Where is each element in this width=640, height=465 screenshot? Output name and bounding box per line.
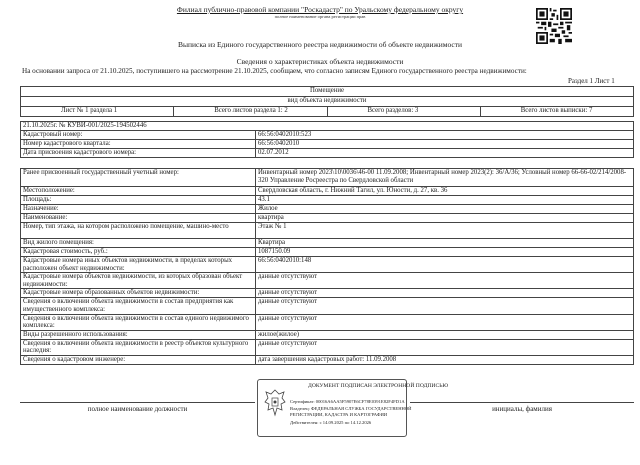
- table-row: [21, 214, 634, 223]
- row-label: Сведения о включении объекта недвижимости в реестр объектов культурного наследия:: [21, 339, 256, 355]
- row-label: Площадь:: [21, 196, 256, 205]
- row-label: Кадастровые номера образованных объектов недвижимости:: [21, 289, 256, 298]
- characteristics-table: [20, 168, 634, 365]
- table-row: [21, 330, 634, 339]
- row-label: Кадастровый номер:: [21, 131, 256, 140]
- table-row: [21, 223, 634, 239]
- table-row: [21, 131, 634, 140]
- cadastral-quarter-number: 66:56:0402010: [256, 140, 634, 149]
- row-label: Виды разрешенного использования:: [21, 330, 256, 339]
- table-row: [21, 205, 634, 214]
- row-value: Инвентарный номер 2023\10\0036\46-00 11.09.2008; Инвентарный номер 2023(2): 36/А/36; Условный номер 66-66-02/214/2008-320 Управление Росреестра по Свердловской области: [256, 169, 634, 187]
- row-label: Номер, тип этажа, на котором расположено помещение, машино-место: [21, 223, 256, 239]
- row-label: Сведения о включении объекта недвижимости в состав единого недвижимого комплекса:: [21, 314, 256, 330]
- table-row: [21, 169, 634, 187]
- table-row: [21, 289, 634, 298]
- electronic-signature-stamp: [257, 379, 449, 437]
- table-row: [21, 257, 634, 273]
- sheets-in-section: Всего листов раздела 1: 2: [174, 107, 327, 117]
- stamp-owner: Владелец: ФЕДЕРАЛЬНАЯ СЛУЖБА ГОСУДАРСТВЕННОЙ: [290, 406, 412, 411]
- row-value: данные отсутствуют: [256, 339, 634, 355]
- row-label: Кадастровые номера иных объектов недвижимости, в пределах которых расположен объект недвижимости:: [21, 257, 256, 273]
- table-row: [21, 239, 634, 248]
- name-caption: инициалы, фамилия: [492, 405, 552, 413]
- position-caption: полное наименование должности: [87, 405, 188, 413]
- table-row: [21, 314, 634, 330]
- row-value: Свердловская область, г. Нижний Тагил, ул. Юности, д. 27, кв. 36: [256, 187, 634, 196]
- row-value: Жилое: [256, 205, 634, 214]
- row-label: Вид жилого помещения:: [21, 239, 256, 248]
- section-number: Раздел 1 Лист 1: [568, 77, 615, 85]
- stamp-owner-continued: РЕГИСТРАЦИИ, КАДАСТРА И КАРТОГРАФИИ: [290, 412, 388, 417]
- row-value: жилое(жилое): [256, 330, 634, 339]
- row-label: Ранее присвоенный государственный учетный номер:: [21, 169, 256, 187]
- object-type: Помещение: [21, 87, 634, 97]
- extract-date-number: 21.10.2025г. № КУВИ-001/2025-194502446: [21, 122, 634, 131]
- row-value: данные отсутствуют: [256, 289, 634, 298]
- row-label: Дата присвоения кадастрового номера:: [21, 149, 256, 158]
- stamp-certificate: Сертификат: 00016A6AA5F5907E6CF78E0391E82F4FD1A: [290, 399, 405, 404]
- document-header: [120, 5, 520, 19]
- request-statement: На основании запроса от 21.10.2025, поступившего на рассмотрение 21.10.2025, сообщаем, что согласно записям Единого государственного реестра недвижимости:: [22, 67, 527, 75]
- row-value: Квартира: [256, 239, 634, 248]
- row-label: Номер кадастрового квартала:: [21, 140, 256, 149]
- stamp-title: ДОКУМЕНТ ПОДПИСАН ЭЛЕКТРОННОЙ ПОДПИСЬЮ: [308, 383, 449, 389]
- row-value: Этаж № 1: [256, 223, 634, 239]
- position-line: [20, 402, 255, 403]
- sheets-total: Всего листов выписки: 7: [480, 107, 633, 117]
- row-value: 66:56:0402010:148: [256, 257, 634, 273]
- qr-code-icon: [536, 8, 572, 44]
- coat-of-arms-icon: [264, 388, 286, 418]
- organization-caption: полное наименование органа регистрации прав: [274, 14, 366, 19]
- row-label: Сведения о кадастровом инженере:: [21, 355, 256, 364]
- sheet-number: Лист № 1 раздела 1: [21, 107, 174, 117]
- table-row: [21, 355, 634, 364]
- object-header-table: [20, 86, 634, 117]
- row-value: данные отсутствуют: [256, 273, 634, 289]
- row-label: Сведения о включении объекта недвижимости в состав предприятия как имущественного комплекса:: [21, 298, 256, 314]
- row-value: дата завершения кадастровых работ: 11.09.2008: [256, 355, 634, 364]
- sections-total: Всего разделов: 3: [327, 107, 480, 117]
- assignment-date: 02.07.2012: [256, 149, 634, 158]
- row-value: 1087150.09: [256, 248, 634, 257]
- identifiers-table: [20, 121, 634, 158]
- row-value: квартира: [256, 214, 634, 223]
- row-value: данные отсутствуют: [256, 314, 634, 330]
- row-label: Назначение:: [21, 205, 256, 214]
- table-row: [21, 149, 634, 158]
- table-row: [21, 273, 634, 289]
- row-value: 43.1: [256, 196, 634, 205]
- table-row: [21, 298, 634, 314]
- table-row: [21, 196, 634, 205]
- row-label: Кадастровая стоимость, руб.:: [21, 248, 256, 257]
- section-title: Сведения о характеристиках объекта недвижимости: [236, 57, 404, 66]
- row-label: Местоположение:: [21, 187, 256, 196]
- table-row: [21, 140, 634, 149]
- stamp-validity: Действителен: с 14.09.2025 по 14.12.2026: [290, 420, 372, 425]
- document-title: Выписка из Единого государственного реестра недвижимости об объекте недвижимости: [177, 40, 463, 49]
- table-row: [21, 339, 634, 355]
- organization-name: Филиал публично-правовой компании "Роскадастр" по Уральскому федеральному округу: [176, 5, 464, 14]
- row-label: Наименование:: [21, 214, 256, 223]
- table-row: [21, 248, 634, 257]
- object-type-caption: вид объекта недвижимости: [21, 97, 634, 107]
- row-value: данные отсутствуют: [256, 298, 634, 314]
- cadastral-number: 66:56:0402010:523: [256, 131, 634, 140]
- name-line: [410, 402, 634, 403]
- row-label: Кадастровые номера объектов недвижимости, из которых образован объект недвижимости:: [21, 273, 256, 289]
- table-row: [21, 187, 634, 196]
